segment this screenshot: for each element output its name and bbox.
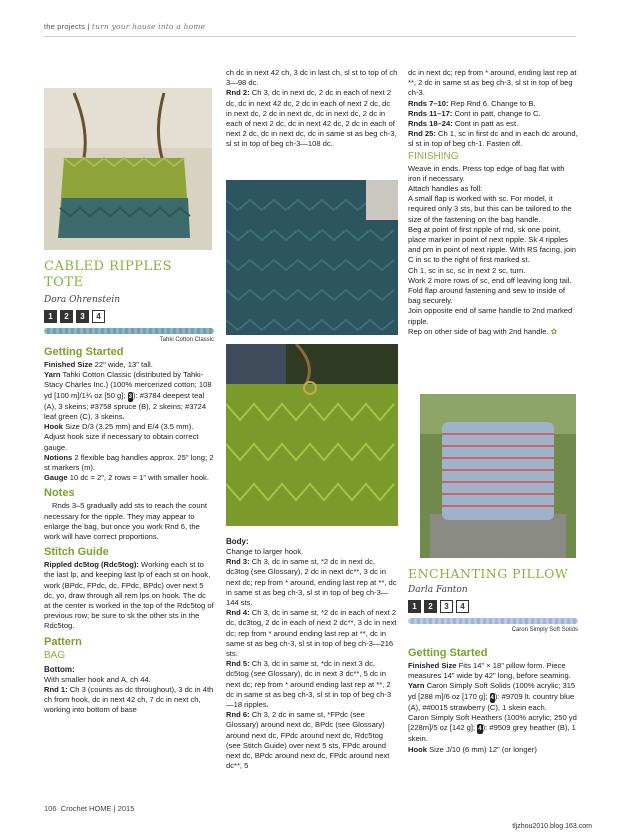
tote-title-block xyxy=(44,259,214,343)
pillow-title-block xyxy=(408,566,578,633)
finishing-line: Beg at point of first ripple of rnd, sk one point, place marker in point of next ripple. Sk 4 ripples and pm in point of next ripple. With RS facing, join C in sc to the right of first marked st. xyxy=(408,224,576,265)
rnd25 xyxy=(408,129,578,149)
body-label: Body: xyxy=(226,537,249,546)
yarn-text-2: ): #3784 deepest teal (A), 3 skeins; #3758 spruce (B), 2 skeins; #3724 leaf green (C), 3 skeins. xyxy=(44,390,207,422)
column-3 xyxy=(408,68,578,337)
finishing-line xyxy=(408,327,578,337)
pillow-photo xyxy=(420,394,576,558)
finishing-line: Join opposite end of same handle to 2nd marked ripple. xyxy=(408,306,573,326)
rnds7-value: Rep Rnd 6. Change to B. xyxy=(450,98,536,108)
skill-level-4: 4 xyxy=(92,310,105,323)
pillow-hook xyxy=(408,745,578,755)
stitch-guide-text xyxy=(44,560,214,631)
skill-level-3: 3 xyxy=(440,600,453,613)
yarn-weight-icon: 3 xyxy=(128,392,133,402)
rnd4-label: Rnd 4: xyxy=(226,608,250,618)
tote-yarn xyxy=(44,370,214,422)
finished-size-value: 22" wide, 13" tall. xyxy=(94,360,153,369)
rnd3-text xyxy=(226,557,398,608)
rnd4-text xyxy=(226,608,398,659)
pillow-details xyxy=(408,643,578,755)
bag-handle-photo xyxy=(226,344,398,526)
pattern-heading: Pattern xyxy=(44,635,82,648)
pillow-designer: Darla Fanton xyxy=(408,585,468,595)
rnds7-label: Rnds 7–10: xyxy=(408,98,449,108)
yarn-weight-icon: 4 xyxy=(477,724,482,734)
stitch-value: Working each st to the last lp, and keeping last lp of each st on hook, work (BPdc, FPdc, dc, FPdc, BPdc) over next 5 dc, yo, draw through all rem lps on hook. The dc at the center is worked in the top of the Rdc5tog of previous row; be sure to sk the other sts in the Rdc5tog. xyxy=(44,560,214,631)
pillow-yarn1-text: Caron Simply Soft Solids (100% acrylic; 315 yd [288 m]/6 oz [170 g]; xyxy=(408,681,576,701)
tote-skill-levels xyxy=(44,310,214,323)
finishing-line: Weave in ends. Press top edge of bag flat with iron if necessary. xyxy=(408,163,565,183)
section-label: the projects xyxy=(44,22,86,31)
rnd5-value: Ch 3, dc in same st, *dc in next 3 dc, dc5tog (see Glossary), dc in next 3 dc**, 5 dc in next dc; rep from * around ending last rep at **, 2 dc in same st as beg ch-3, sl st in top of beg ch-3—18 ripples. xyxy=(226,659,392,710)
pillow-yarn-caption: Caron Simply Soft Solids xyxy=(511,627,578,633)
finishing-last: Rep on other side of bag with 2nd handle. xyxy=(408,326,549,336)
pillow-skill-levels xyxy=(408,600,578,613)
hook-value: Size D/3 (3.25 mm) and E/4 (3.5 mm). Adjust hook size if necessary to obtain correct gauge. xyxy=(44,422,199,452)
finishing-heading: FINISHING xyxy=(408,150,459,162)
tote-yarn-caption: Tahki Cotton Classic xyxy=(159,337,214,343)
tote-finished-size xyxy=(44,360,214,370)
rnd4-value: Ch 3, dc in same st, *2 dc in each of next 2 dc, dc3tog, 2 dc in each of next 2 dc**, 3 dc in next dc; rep from * around ending last rep at **, dc in same st as beg ch-3, sl st in top of beg ch-3—216 sts. xyxy=(226,608,397,659)
tote-notions xyxy=(44,453,214,473)
skill-level-2: 2 xyxy=(60,310,73,323)
column-2-top xyxy=(226,68,398,150)
pillow-yarn-label: Yarn xyxy=(408,681,425,691)
hook-label: Hook xyxy=(44,422,63,432)
col2-cont: ch dc in next 42 ch, 3 dc in last ch, sl st to top of ch 3—98 dc. xyxy=(226,68,398,88)
notions-value: 2 flexible bag handles approx. 25" long; 2 st markers (m). xyxy=(44,452,214,473)
tote-yarn-swatch xyxy=(44,328,214,334)
pillow-yarn2-text-b: ): #9509 grey heather (B), 1 skein. xyxy=(408,723,576,744)
skill-level-2: 2 xyxy=(424,600,437,613)
rnds11-17 xyxy=(408,109,578,119)
body-text: Change to larger hook. xyxy=(226,547,304,556)
tote-gauge xyxy=(44,473,214,483)
end-flower-icon: ✿ xyxy=(550,326,558,336)
notes-heading: Notes xyxy=(44,487,75,500)
yarn-label: Yarn xyxy=(44,370,61,380)
rnd2-label: Rnd 2: xyxy=(226,88,250,98)
tote-title: CABLED RIPPLES TOTE xyxy=(44,259,173,290)
col3-cont: dc in next dc; rep from * around, ending last rep at **, 2 dc in same st as beg ch-3, sl st in top of beg ch-3. xyxy=(408,68,577,98)
tote-bag-photo xyxy=(44,88,212,250)
tote-hook xyxy=(44,422,214,453)
rnd1-label: Rnd 1: xyxy=(44,684,68,694)
pillow-hook-value: Size J/10 (6 mm) 12" (or longer) xyxy=(429,744,537,754)
bottom-text: With smaller hook and A, ch 44. xyxy=(44,674,151,684)
yarn-weight-icon: 4 xyxy=(490,693,495,703)
bottom-label: Bottom: xyxy=(44,664,75,674)
finishing-line: Attach handles as foll: xyxy=(408,184,483,194)
pillow-yarn2-text: Caron Simply Soft Heathers (100% acrylic; 250 yd [228m]/5 oz [142 g]; xyxy=(408,713,577,733)
yarn-text-1: Tahki Cotton Classic (distributed by Tahki-Stacy Charles Inc.) (100% mercerized cotton; 108 yd [100 m]/1¾ oz [50 g]; xyxy=(44,370,212,400)
finishing-line: Work 2 more rows of sc, end off leaving long tail. xyxy=(408,275,572,285)
pillow-hook-label: Hook xyxy=(408,744,427,754)
header-tagline: turn your house into a home xyxy=(91,22,206,31)
page-header xyxy=(44,22,205,31)
page-number: 106 xyxy=(44,804,57,813)
notes-text: Rnds 3–5 gradually add sts to reach the count necessary for the ripple. They may appear to enlarge the bag, but once you work Rnd 6, the work will have correct proportions. xyxy=(44,501,207,542)
gauge-value: 10 dc = 2", 2 rows = 1" with smaller hook. xyxy=(69,473,209,483)
header-separator: | xyxy=(87,22,90,31)
rnd6-value: Ch 3, 2 dc in same st, *FPdc (see Glossary) around next dc, BPdc (see Glossary) around next dc, FPdc around next dc, Rdc5tog (see Stitch Guide) over next 5 sts, FPdc around next dc, BPdc around next dc, FPdc around next dc**, 5 xyxy=(226,710,390,771)
rnd5-label: Rnd 5: xyxy=(226,659,250,669)
tote-designer: Dora Ohrenstein xyxy=(44,295,120,305)
rnds18-value: Cont in patt as est. xyxy=(454,119,519,129)
finishing-line: Fold flap around fastening and sew to inside of bag securely. xyxy=(408,286,566,306)
rnd6-label: Rnd 6: xyxy=(226,710,250,720)
rnd5-text xyxy=(226,659,398,710)
rnds18-label: Rnds 18–24: xyxy=(408,119,453,129)
pillow-yarn-swatch xyxy=(408,618,578,624)
skill-level-3: 3 xyxy=(76,310,89,323)
pillow-yarn-2 xyxy=(408,713,578,745)
page-footer xyxy=(44,804,134,813)
pillow-finished-size-value: Fits 14" × 18" pillow form. Piece measures 14" wide by 42" long, before seaming. xyxy=(408,661,571,681)
rnds18-24 xyxy=(408,119,578,129)
rnd1-text xyxy=(44,685,214,716)
tote-getting-started-heading: Getting Started xyxy=(44,346,124,358)
stitch-closeup-photo xyxy=(226,180,398,335)
header-rule xyxy=(44,36,576,37)
pillow-yarn-1 xyxy=(408,681,578,713)
finishing-line: A small flap is worked with sc. For model, it required only 3 sts, but this can be tailored to the size of the fastening on the bag handle. xyxy=(408,194,572,224)
rnds11-value: Cont in patt, change to C. xyxy=(454,108,541,118)
rnd2-text xyxy=(226,88,398,149)
footer-year: 2015 xyxy=(117,804,135,813)
pillow-title: ENCHANTING PILLOW xyxy=(408,566,569,581)
finished-size-label: Finished Size xyxy=(44,360,93,369)
skill-level-4: 4 xyxy=(456,600,469,613)
rnd3-value: Ch 3, dc in same st, *2 dc in next dc, dc3tog (see Glossary), 2 dc in next dc**, 3 dc in next dc; rep from * around, ending last rep at **, dc in same st as beg ch-3, sl st in top of beg ch-3—144 sts. xyxy=(226,557,397,608)
pillow-finished-size-label: Finished Size xyxy=(408,661,457,670)
pillow-yarn1-text-b: ): #9709 lt. country blue (A), ##0015 strawberry (C), 1 skein each. xyxy=(408,691,575,712)
pillow-getting-started-heading: Getting Started xyxy=(408,647,488,659)
magazine-name: Crochet HOME xyxy=(60,804,112,813)
rnds11-label: Rnds 11–17: xyxy=(408,108,453,118)
rnd2-value: Ch 3, dc in next dc, 2 dc in each of next 2 dc, dc in next 42 dc, 2 dc in each of next 2 dc, dc in next dc, 2 dc in next dc, dc in next dc, 2 dc in each of next 2 dc, dc in next 42 dc, 2 dc in each of next 2 dc, dc in next dc, dc in same st as beg ch-3, sl st in top of beg ch-3—108 dc. xyxy=(226,88,397,149)
rnd1-value: Ch 3 (counts as dc throughout), 3 dc in 4th ch from hook, dc in next 42 ch, 7 dc in next ch, working into bottom of base xyxy=(44,684,214,715)
skill-level-1: 1 xyxy=(44,310,57,323)
rnds7-10 xyxy=(408,99,578,109)
rnd3-label: Rnd 3: xyxy=(226,557,250,567)
stitch-guide-heading: Stitch Guide xyxy=(44,546,109,559)
bag-subheading: BAG xyxy=(44,649,66,661)
finishing-line: Ch 1, sc in sc, sc in next 2 sc, turn. xyxy=(408,265,526,275)
column-1 xyxy=(44,342,214,715)
rnd6-text xyxy=(226,710,398,771)
rnd25-value: Ch 1, sc in first dc and in each dc around, sl st in top of beg ch-1. Fasten off. xyxy=(408,129,578,149)
rnd25-label: Rnd 25: xyxy=(408,129,436,139)
footer-separator: | xyxy=(113,804,116,813)
stitch-label: Rippled dc5tog (Rdc5tog): xyxy=(44,560,139,570)
skill-level-1: 1 xyxy=(408,600,421,613)
gauge-label: Gauge xyxy=(44,473,68,483)
watermark: tljzhou2010.blog.163.com xyxy=(512,823,592,830)
pillow-finished-size xyxy=(408,661,578,681)
column-2-bottom xyxy=(226,534,398,771)
notions-label: Notions xyxy=(44,452,73,462)
